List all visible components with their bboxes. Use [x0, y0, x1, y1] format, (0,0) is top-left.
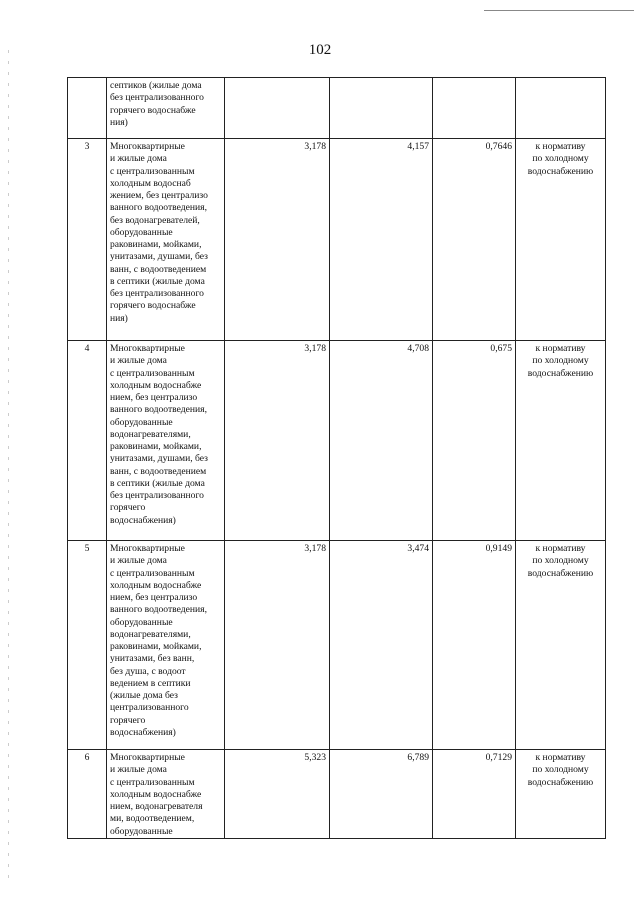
- note-line: к нормативу: [535, 141, 586, 152]
- row-number-cell: 4: [68, 341, 107, 541]
- description-line: (жилые дома без: [110, 690, 178, 701]
- description-line: без централизованного: [110, 490, 204, 501]
- note-line: водоснабжению: [527, 165, 594, 177]
- scan-margin-marks: [8, 50, 9, 880]
- description-line: ведением в септики: [110, 677, 191, 689]
- description-line: водоснабжения): [110, 726, 176, 738]
- table-row: [68, 750, 606, 839]
- description-cell: [107, 78, 225, 139]
- description-line: с централизованным: [110, 776, 195, 788]
- description-line: ванного водоотведения,: [110, 404, 207, 416]
- description-line: ния): [110, 312, 128, 324]
- description-line: без душа, с водоот: [110, 665, 186, 677]
- description-line: холодным водоснаб: [110, 177, 191, 189]
- description-line: Многоквартирные: [110, 752, 185, 763]
- value-cell-2: 3,474: [330, 541, 433, 750]
- description-line: ванного водоотведения,: [110, 202, 207, 214]
- value-cell-1: [225, 78, 330, 139]
- description-line: унитазами, без ванн,: [110, 653, 195, 665]
- description-line: раковинами, мойками,: [110, 239, 202, 250]
- value-cell-2: 6,789: [330, 750, 433, 839]
- description-line: нием, водонагревателя: [110, 801, 203, 812]
- description-line: и жилые дома: [110, 764, 167, 776]
- description-cell: [107, 541, 225, 750]
- description-line: раковинами, мойками,: [110, 641, 202, 652]
- description-line: оборудованные: [110, 616, 173, 628]
- description-line: без централизованного: [110, 288, 204, 299]
- description-line: горячего водоснабже: [110, 104, 196, 116]
- value-cell-2: [330, 78, 433, 139]
- description-line: с централизованным: [110, 165, 195, 177]
- description-line: ми, водоотведением,: [110, 813, 195, 825]
- note-line: по холодному: [532, 153, 589, 165]
- note-line: по холодному: [532, 355, 589, 367]
- description-line: раковинами, мойками,: [110, 441, 202, 452]
- description-line: с централизованным: [110, 567, 195, 579]
- norms-table: [67, 77, 606, 839]
- description-line: ванн, с водоотведением: [110, 465, 207, 477]
- note-cell: [516, 541, 606, 750]
- description-line: горячего водоснабже: [110, 300, 196, 312]
- description-line: без централизованного: [110, 92, 204, 104]
- note-cell: [516, 139, 606, 341]
- row-number-cell: [68, 78, 107, 139]
- value-cell-3: [433, 78, 516, 139]
- description-line: в септики (жилые дома: [110, 477, 205, 489]
- norms-table-body: [68, 78, 606, 839]
- row-number-cell: 6: [68, 750, 107, 839]
- value-cell-3: 0,9149: [433, 541, 516, 750]
- value-cell-3: 0,7646: [433, 139, 516, 341]
- top-edge-rule: [484, 10, 634, 11]
- description-line: жением, без централизо: [110, 190, 208, 201]
- description-line: холодным водоснабже: [110, 379, 202, 391]
- description-line: Многоквартирные: [110, 343, 185, 354]
- value-cell-1: 3,178: [225, 341, 330, 541]
- description-line: водонагревателями,: [110, 628, 191, 640]
- description-line: Многоквартирные: [110, 543, 185, 554]
- description-line: и жилые дома: [110, 555, 167, 567]
- value-cell-2: 4,157: [330, 139, 433, 341]
- value-cell-2: 4,708: [330, 341, 433, 541]
- description-line: в септики (жилые дома: [110, 275, 205, 287]
- description-cell: [107, 750, 225, 839]
- value-cell-3: 0,7129: [433, 750, 516, 839]
- description-line: централизованного: [110, 702, 189, 714]
- row-number-cell: 5: [68, 541, 107, 750]
- description-line: унитазами, душами, без: [110, 453, 208, 465]
- description-line: оборудованные: [110, 416, 173, 428]
- description-line: водонагревателями,: [110, 428, 191, 440]
- note-cell: [516, 750, 606, 839]
- table-row: [68, 341, 606, 541]
- table-row: [68, 78, 606, 139]
- description-line: ния): [110, 116, 128, 128]
- description-line: и жилые дома: [110, 355, 167, 367]
- description-line: без водонагревателей,: [110, 214, 200, 226]
- table-row: [68, 541, 606, 750]
- note-line: к нормативу: [535, 543, 586, 554]
- description-line: и жилые дома: [110, 153, 167, 165]
- value-cell-3: 0,675: [433, 341, 516, 541]
- description-line: септиков (жилые дома: [110, 80, 202, 91]
- note-line: к нормативу: [535, 752, 586, 763]
- note-line: к нормативу: [535, 343, 586, 354]
- description-line: оборудованные: [110, 226, 173, 238]
- row-number-cell: 3: [68, 139, 107, 341]
- description-line: водоснабжения): [110, 514, 176, 526]
- value-cell-1: 3,178: [225, 541, 330, 750]
- note-line: по холодному: [532, 555, 589, 567]
- note-line: водоснабжению: [527, 367, 594, 379]
- note-line: водоснабжению: [527, 776, 594, 788]
- description-line: горячего: [110, 502, 146, 514]
- description-line: ванн, с водоотведением: [110, 263, 207, 275]
- description-line: холодным водоснабже: [110, 579, 202, 591]
- description-line: холодным водоснабже: [110, 788, 202, 800]
- description-line: ванного водоотведения,: [110, 604, 207, 616]
- description-line: оборудованные: [110, 825, 173, 837]
- note-line: по холодному: [532, 764, 589, 776]
- description-cell: [107, 139, 225, 341]
- page-number: 102: [308, 42, 332, 58]
- value-cell-1: 3,178: [225, 139, 330, 341]
- description-cell: [107, 341, 225, 541]
- table-row: [68, 139, 606, 341]
- description-line: горячего: [110, 714, 146, 726]
- description-line: унитазами, душами, без: [110, 251, 208, 263]
- note-cell: [516, 341, 606, 541]
- description-line: нием, без централизо: [110, 592, 198, 603]
- description-line: нием, без централизо: [110, 392, 198, 403]
- value-cell-1: 5,323: [225, 750, 330, 839]
- note-line: водоснабжению: [527, 567, 594, 579]
- note-cell: [516, 78, 606, 139]
- description-line: Многоквартирные: [110, 141, 185, 152]
- description-line: с централизованным: [110, 367, 195, 379]
